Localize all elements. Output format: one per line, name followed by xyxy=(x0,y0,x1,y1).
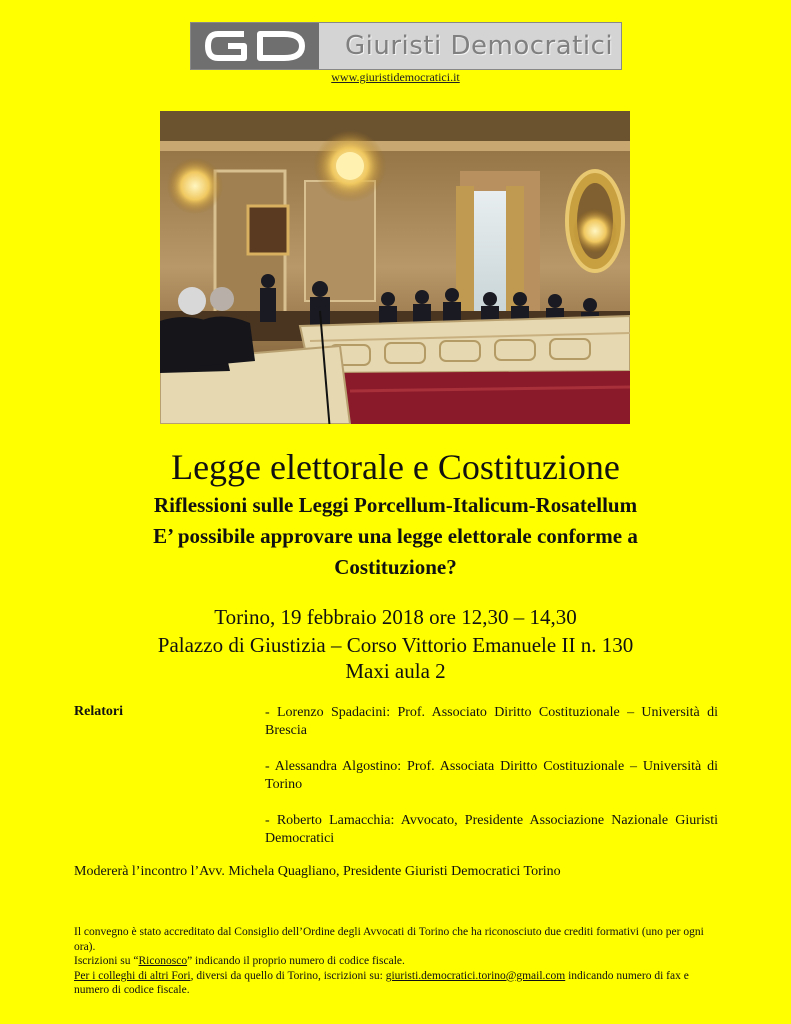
courtroom-photo xyxy=(160,111,630,424)
other-fori-note xyxy=(74,969,719,998)
logo-text: Giuristi Democratici xyxy=(319,23,621,69)
website-link[interactable]: www.giuristidemocratici.it xyxy=(331,70,460,84)
email-link[interactable]: giuristi.democratici.torino@gmail.com xyxy=(385,969,566,982)
other-fori-suffix: indicando numero di fax e numero di codice fiscale. xyxy=(74,969,689,997)
page-title: Legge elettorale e Costituzione xyxy=(171,447,620,487)
riconosco-link[interactable]: Riconosco xyxy=(138,955,188,968)
speaker-item: - Lorenzo Spadacini: Prof. Associato Diritto Costituzionale – Università di Brescia xyxy=(265,705,718,738)
event-room: Maxi aula 2 xyxy=(345,659,446,683)
other-fori-middle: , diversi da quello di Torino, iscrizioni su: xyxy=(190,969,386,982)
event-place: Palazzo di Giustizia – Corso Vittorio Emanuele II n. 130 xyxy=(157,633,634,657)
speaker-item: - Roberto Lamacchia: Avvocato, Presidente Associazione Nazionale Giuristi Democratici xyxy=(265,813,718,846)
registration-prefix: Iscrizioni su “ xyxy=(74,955,139,968)
registration-note xyxy=(74,954,719,969)
speakers-label: Relatori xyxy=(74,704,123,719)
footer-notes xyxy=(74,925,719,998)
moderator-note: Modererà l’incontro l’Avv. Michela Quagliano, Presidente Giuristi Democratici Torino xyxy=(74,864,561,879)
subtitle-line-1: Riflessioni sulle Leggi Porcellum-Italicum-Rosatellum xyxy=(153,493,638,517)
logo-mark xyxy=(191,23,319,69)
subtitle-line-2: E’ possibile approvare una legge elettorale conforme a xyxy=(153,524,638,548)
other-fori-label: Per i colleghi di altri Fori xyxy=(74,969,191,982)
subtitle-line-3: Costituzione? xyxy=(334,555,457,579)
accreditation-note: Il convegno è stato accreditato dal Consiglio dell’Ordine degli Avvocati di Torino che ha riconosciuto due crediti formativi (uno per ogni ora). xyxy=(74,926,704,953)
event-date: Torino, 19 febbraio 2018 ore 12,30 – 14,30 xyxy=(214,605,577,629)
logo-banner xyxy=(190,22,622,70)
gd-logo-icon xyxy=(200,26,310,66)
speaker-item: - Alessandra Algostino: Prof. Associata Diritto Costituzionale – Università di Torino xyxy=(265,759,718,792)
registration-suffix: ” indicando il proprio numero di codice fiscale. xyxy=(187,955,405,968)
